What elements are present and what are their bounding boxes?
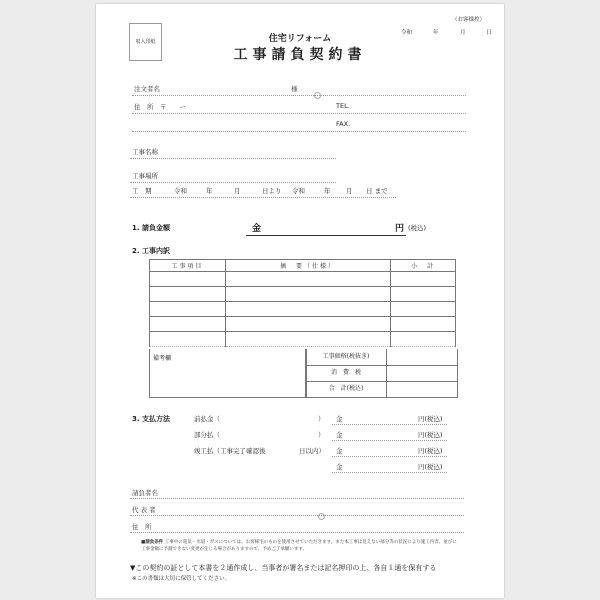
contractor-address-label: 住 所 [132, 523, 152, 531]
payment-row-1-kin: 金 [336, 431, 343, 439]
period-era-2: 令和 [292, 187, 305, 195]
conditions-note [141, 539, 461, 553]
header-work-item: 工事項目 [150, 260, 226, 272]
payment-row-0-close: ） [318, 415, 325, 423]
payment-row-2-yen: 円(税込) [418, 447, 443, 455]
date-month: 月 [460, 30, 466, 36]
contract-amount-label: 1. 請負金額 [132, 224, 170, 232]
footer-sub-note: ※この書類は大切に保管してください。 [132, 576, 231, 582]
header-subtotal: 小 計 [391, 260, 456, 272]
tel-label: TEL. [336, 102, 350, 110]
payment-row-1-close: ） [318, 431, 325, 439]
table-row [150, 287, 456, 302]
total-row-sum [306, 381, 457, 397]
period-month-2: 月 [346, 187, 353, 195]
remarks-label: 備考欄 [153, 355, 172, 362]
table-row [150, 272, 456, 287]
payment-row-3-line [332, 472, 447, 473]
payment-row-0-name: 前払金（ [194, 415, 220, 423]
remarks-box [149, 349, 307, 398]
date-year: 年 [433, 30, 439, 36]
orderer-name-line [132, 95, 466, 96]
total-price-label: 工事価格(税抜き) [306, 349, 387, 365]
orderer-honorific: 様 [291, 85, 298, 93]
total-sum-label: 合 計(税込) [306, 381, 387, 397]
date-era: 令和 [401, 30, 413, 36]
work-name-label: 工事名称 [132, 148, 158, 156]
payment-row-0-line [332, 424, 447, 425]
contractor-address-line [130, 532, 464, 533]
period-era-1: 令和 [174, 187, 187, 195]
payment-row-2-name: 竣工払（工事完了確認後 [194, 447, 266, 455]
table-row [150, 332, 456, 347]
contractor-name-line [130, 498, 464, 499]
contractor-name-label: 請負者名 [132, 489, 158, 497]
work-period-label: 工 期 [132, 187, 152, 195]
work-name-line [130, 158, 336, 159]
header-description: 摘 要（仕様） [225, 260, 390, 272]
payment-row-3-kin: 金 [336, 463, 343, 471]
period-year-2: 年 [324, 187, 331, 195]
payment-row-2-line [332, 456, 447, 457]
contract-paper [96, 4, 504, 598]
payment-row-0-yen: 円(税込) [418, 415, 443, 423]
payment-row-3-yen: 円(税込) [418, 463, 443, 471]
orderer-address-line [132, 113, 466, 114]
work-breakdown-table [149, 259, 456, 347]
contractor-rep-line [130, 515, 464, 516]
contract-amount-tax: (税込) [408, 224, 427, 232]
orderer-address-label: 住 所 〒 ー [134, 103, 186, 111]
table-row [150, 302, 456, 317]
period-month-1: 月 [234, 187, 241, 195]
conditions-text: 工事中の電気・水道・ガスについては、お客様宅のものを使用させていただきます。また本工事は見えない部分等の状況により施工内容、並びに工事金額に予測できない変更が生じる場合がありますので、予めご了承願います。 [141, 540, 457, 552]
total-row-price [306, 349, 457, 366]
payment-method-label: 3. 支払方法 [132, 415, 170, 423]
period-from: 日より [262, 187, 282, 195]
payment-row-1-name: 部分払（ [194, 431, 220, 439]
work-place-label: 工事場所 [132, 172, 158, 180]
title-subtitle: 住宅リフォーム [268, 34, 332, 44]
work-place-line [130, 182, 336, 183]
payment-row-2-kin: 金 [336, 447, 343, 455]
orderer-name-label: 注文者名 [134, 85, 160, 93]
work-period-line [130, 197, 396, 198]
totals-box [305, 349, 458, 398]
period-year-1: 年 [206, 187, 213, 195]
total-row-tax [306, 365, 457, 382]
seal-mark-icon [314, 84, 321, 103]
contract-amount-line [246, 235, 406, 236]
payment-row-2-close: 日以内） [299, 447, 325, 455]
orderer-fax-line [132, 131, 466, 132]
footer-main-note: ▼この契約の証として本書を２通作成し、当事者が署名または記名押印の上、各自１通を保有する [130, 564, 437, 572]
contractor-rep-label: 代 表 者 [132, 506, 156, 514]
work-breakdown-label: 2. 工事内訳 [132, 247, 170, 255]
payment-row-0-kin: 金 [336, 415, 343, 423]
payment-row-1-yen: 円(税込) [418, 431, 443, 439]
contract-amount-kin: 金 [252, 224, 262, 234]
conditions-label: ■請負条件 [141, 540, 164, 545]
period-until: 日 まで [366, 187, 388, 195]
payment-row-1-line [332, 440, 447, 441]
contract-amount-yen: 円 [395, 224, 405, 234]
customer-copy-label: （お客様控） [452, 17, 486, 23]
fax-label: FAX. [336, 120, 351, 128]
total-tax-label: 消 費 税 [306, 365, 387, 381]
page-title: 工事請負契約書 [233, 47, 367, 63]
revenue-stamp-label: 収入印紙 [135, 39, 156, 45]
table-row [150, 317, 456, 332]
date-day: 日 [486, 30, 492, 36]
